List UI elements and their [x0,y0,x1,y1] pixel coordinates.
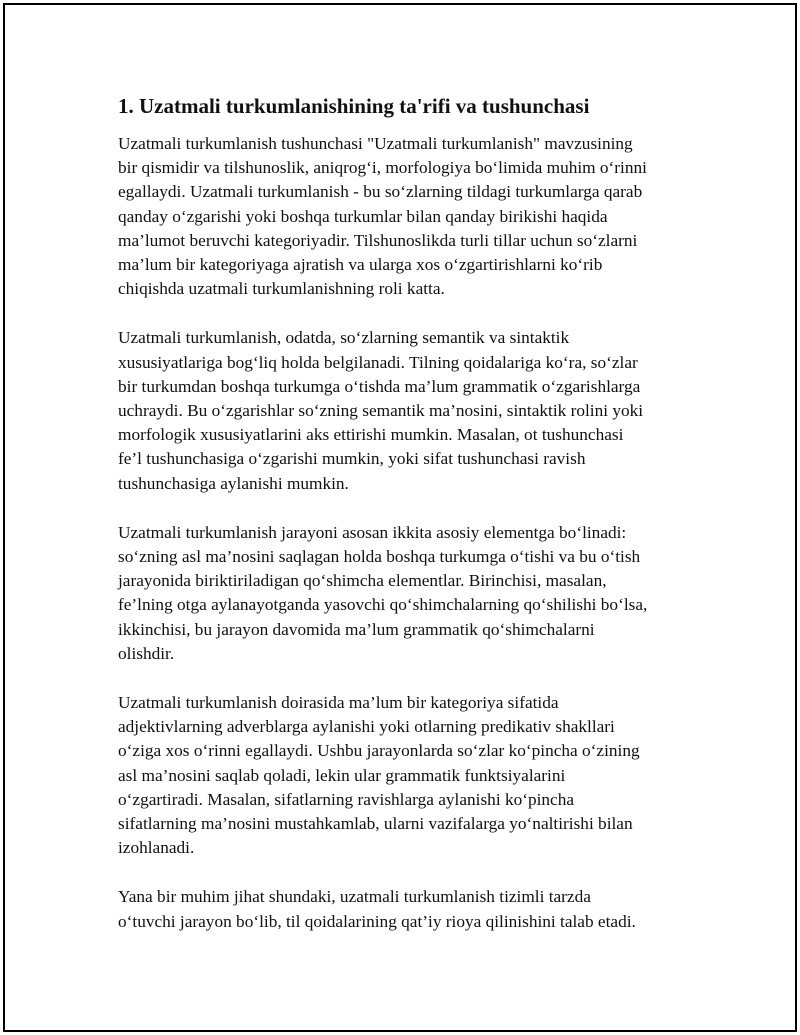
paragraph-1 [118,132,708,301]
text-line: o‘tuvchi jarayon bo‘lib, til qoidalarining qat’iy rioya qilinishini talab etadi. [118,911,636,931]
text-line: adjektivlarning adverblarga aylanishi yoki otlarning predikativ shakllari [118,717,615,737]
paragraph-5 [118,885,708,933]
text-line: so‘zning asl ma’nosini saqlagan holda boshqa turkumga o‘tishi va bu o‘tish [118,547,641,567]
paragraph-3 [118,521,708,666]
text-line: o‘ziga xos o‘rinni egallaydi. Ushbu jarayonlarda so‘zlar ko‘pincha o‘zining [118,741,640,761]
text-line: ikkinchisi, bu jarayon davomida ma’lum grammatik qo‘shimchalarni [118,619,595,639]
text-line: izohlanadi. [118,838,195,858]
text-line: bir turkumdan boshqa turkumga o‘tishda ma’lum grammatik o‘zgarishlarga [118,376,641,396]
text-line: o‘zgartiradi. Masalan, sifatlarning ravishlarga aylanishi ko‘pincha [118,789,575,809]
text-line: jarayonida biriktiriladigan qo‘shimcha elementlar. Birinchisi, masalan, [118,571,607,591]
text-line: tushunchasiga aylanishi mumkin. [118,473,349,493]
text-line: fe’lning otga aylanayotganda yasovchi qo‘shimchalarning qo‘shilishi bo‘lsa, [118,595,648,615]
text-line: olishdir. [118,643,175,663]
text-line: chiqishda uzatmali turkumlanishning roli katta. [118,279,445,299]
text-line: morfologik xususiyatlarini aks ettirishi mumkin. Masalan, ot tushunchasi [118,425,624,445]
text-line: ma’lumot beruvchi kategoriyadir. Tilshunoslikda turli tillar uchun so‘zlarni [118,230,638,250]
text-line: Yana bir muhim jihat shundaki, uzatmali turkumlanish tizimli tarzda [118,887,591,907]
paragraph-2 [118,326,708,495]
text-line: fe’l tushunchasiga o‘zgarishi mumkin, yoki sifat tushunchasi ravish [118,449,586,469]
text-line: qanday o‘zgarishi yoki boshqa turkumlar bilan qanday birikishi haqida [118,206,608,226]
text-line: bir qismidir va tilshunoslik, aniqrog‘i, morfologiya bo‘limida muhim o‘rinni [118,158,647,178]
text-line: Uzatmali turkumlanish doirasida ma’lum bir kategoriya sifatida [118,693,559,713]
text-line: Uzatmali turkumlanish tushunchasi "Uzatmali turkumlanish" mavzusining [118,134,633,153]
text-line: Uzatmali turkumlanish, odatda, so‘zlarning semantik va sintaktik [118,328,570,348]
text-line: sifatlarning ma’nosini mustahkamlab, ularni vazifalarga yo‘naltirishi bilan [118,814,633,834]
document-body [118,92,708,959]
text-line: ma’lum bir kategoriyaga ajratish va ularga xos o‘zgartirishlarni ko‘rib [118,255,603,275]
text-line: egallaydi. Uzatmali turkumlanish - bu so‘zlarning tildagi turkumlarga qarab [118,182,643,202]
paragraph-4 [118,691,708,860]
section-heading: 1. Uzatmali turkumlanishining ta'rifi va tushunchasi [118,94,590,118]
text-line: Uzatmali turkumlanish jarayoni asosan ikkita asosiy elementga bo‘linadi: [118,522,627,542]
text-line: uchraydi. Bu o‘zgarishlar so‘zning semantik ma’nosini, sintaktik rolini yoki [118,401,644,421]
text-line: xususiyatlariga bog‘liq holda belgilanadi. Tilning qoidalariga ko‘ra, so‘zlar [118,352,638,372]
text-line: asl ma’nosini saqlab qoladi, lekin ular grammatik funktsiyalarini [118,765,566,785]
